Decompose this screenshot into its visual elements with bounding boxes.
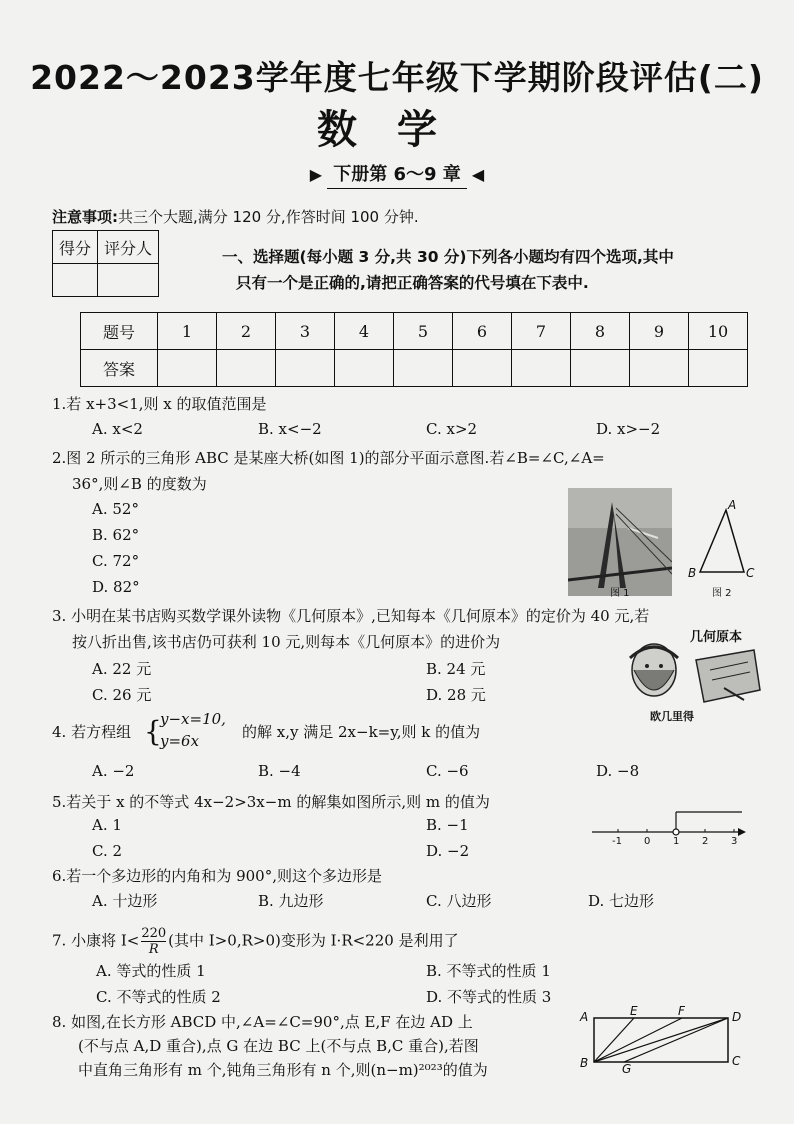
q4-prefix: 4. 若方程组 [52, 723, 132, 741]
answer-table [80, 312, 748, 387]
answer-table-number-row [81, 313, 748, 350]
subject-title: 数学 [317, 107, 477, 153]
euclid-caption: 欧几里得 [650, 710, 694, 723]
q5-option-c[interactable]: C. 2 [92, 842, 123, 860]
q5-option-a[interactable]: A. 1 [92, 816, 122, 834]
q3-option-b[interactable]: B. 24 元 [426, 660, 486, 678]
chapter-banner [0, 160, 794, 189]
q6-option-d[interactable]: D. 七边形 [588, 892, 655, 910]
notice [52, 206, 419, 227]
bridge-photo [568, 488, 672, 596]
q2-option-a[interactable]: A. 52° [92, 500, 139, 518]
answer-cell[interactable] [453, 350, 512, 387]
point-c-label: C [746, 566, 755, 580]
q2-option-d[interactable]: D. 82° [92, 578, 140, 596]
tick-label: 1 [673, 836, 680, 847]
tick-label: 3 [731, 836, 738, 847]
answer-cell[interactable] [276, 350, 335, 387]
answer-cell[interactable] [394, 350, 453, 387]
q7-option-a[interactable]: A. 等式的性质 1 [96, 962, 206, 980]
q8-line1: 8. 如图,在长方形 ABCD 中,∠A=∠C=90°,点 E,F 在边 AD 上 [52, 1013, 473, 1031]
q7-post: (其中 I>0,R>0)变形为 I·R<220 是利用了 [168, 931, 459, 950]
triangle-right-icon: ▶ [309, 165, 323, 184]
score-box [52, 230, 159, 297]
q4-suffix: 的解 x,y 满足 2x−k=y,则 k 的值为 [242, 723, 481, 741]
rectangle-abcd-figure [584, 1010, 750, 1076]
q4-option-c[interactable]: C. −6 [426, 762, 469, 780]
q2-option-c[interactable]: C. 72° [92, 552, 140, 570]
tick-label: 2 [702, 836, 709, 847]
q6-option-a[interactable]: A. 十边形 [92, 892, 158, 910]
chapter-label: 下册第 6～9 章 [327, 160, 467, 189]
number-row-header: 题号 [81, 313, 158, 350]
q3-option-c[interactable]: C. 26 元 [92, 686, 152, 704]
euclid-portrait [624, 640, 764, 712]
question-number: 7 [512, 313, 571, 350]
q8-line3: 中直角三角形有 m 个,钝角三角形有 n 个,则(n−m)²⁰²³的值为 [78, 1061, 488, 1079]
q1-option-b[interactable]: B. x<−2 [258, 420, 322, 438]
point-b-label: B [688, 566, 697, 580]
rect-point-e: E [630, 1004, 638, 1018]
question-number: 5 [394, 313, 453, 350]
answer-cell[interactable] [512, 350, 571, 387]
q7-numerator: 220 [141, 926, 167, 941]
question-number: 8 [571, 313, 630, 350]
q7-fraction [141, 926, 166, 957]
q4-equation-2: y=6x [160, 732, 200, 750]
q5-option-d[interactable]: D. −2 [426, 842, 470, 860]
rect-point-g: G [622, 1062, 632, 1076]
q2-line2: 36°,则∠B 的度数为 [72, 475, 207, 493]
fig2-caption: 图 2 [712, 588, 732, 599]
q5-stem: 5.若关于 x 的不等式 4x−2>3x−m 的解集如图所示,则 m 的值为 [52, 793, 490, 811]
answer-table-answer-row [81, 350, 748, 387]
grader-header: 评分人 [98, 231, 159, 264]
q6-stem: 6.若一个多边形的内角和为 900°,则这个多边形是 [52, 867, 382, 885]
triangle-left-icon: ◀ [471, 165, 485, 184]
q3-line1: 3. 小明在某书店购买数学课外读物《几何原本》,已知每本《几何原本》的定价为 40 元,若 [52, 607, 650, 625]
q7-option-d[interactable]: D. 不等式的性质 3 [426, 988, 552, 1006]
notice-label: 注意事项: [52, 208, 118, 226]
section-1-line1: 一、选择题(每小题 3 分,共 30 分)下列各小题均有四个选项,其中 [222, 248, 674, 266]
q1-stem: 1.若 x+3<1,则 x 的取值范围是 [52, 395, 267, 413]
book-title-label: 几何原本 [690, 630, 743, 645]
question-number: 6 [453, 313, 512, 350]
q7-denominator: R [148, 942, 159, 957]
q1-option-d[interactable]: D. x>−2 [596, 420, 661, 438]
q7-option-b[interactable]: B. 不等式的性质 1 [426, 962, 551, 980]
q4-option-b[interactable]: B. −4 [258, 762, 301, 780]
fig1-caption: 图 1 [610, 588, 630, 599]
grader-cell[interactable] [98, 264, 159, 297]
q1-option-c[interactable]: C. x>2 [426, 420, 478, 438]
answer-cell[interactable] [571, 350, 630, 387]
answer-cell[interactable] [158, 350, 217, 387]
question-number: 9 [630, 313, 689, 350]
q4-option-d[interactable]: D. −8 [596, 762, 640, 780]
point-a-label: A [728, 498, 737, 512]
q4-equation-1: y−x=10, [160, 710, 226, 728]
q6-option-c[interactable]: C. 八边形 [426, 892, 492, 910]
question-number: 2 [217, 313, 276, 350]
q2-line1: 2.图 2 所示的三角形 ABC 是某座大桥(如图 1)的部分平面示意图.若∠B=∠C,∠A= [52, 449, 605, 467]
rect-point-f: F [678, 1004, 685, 1018]
q4-option-a[interactable]: A. −2 [92, 762, 135, 780]
rect-point-a: A [580, 1010, 589, 1024]
q3-option-a[interactable]: A. 22 元 [92, 660, 152, 678]
tick-label: -1 [612, 836, 622, 847]
q6-option-b[interactable]: B. 九边形 [258, 892, 324, 910]
notice-text: 共三个大题,满分 120 分,作答时间 100 分钟. [118, 208, 419, 226]
rect-point-b: B [580, 1056, 589, 1070]
q7-pre: 7. 小康将 I< [52, 931, 140, 950]
tick-label: 0 [644, 836, 651, 847]
question-number: 1 [158, 313, 217, 350]
q2-option-b[interactable]: B. 62° [92, 526, 140, 544]
rect-point-c: C [732, 1054, 741, 1068]
question-number: 3 [276, 313, 335, 350]
rect-point-d: D [732, 1010, 742, 1024]
question-number: 10 [689, 313, 748, 350]
answer-cell[interactable] [689, 350, 748, 387]
exam-title: 2022～2023学年度七年级下学期阶段评估(二) [30, 58, 764, 97]
section-1-instructions [222, 244, 752, 296]
answer-cell[interactable] [335, 350, 394, 387]
q7-option-c[interactable]: C. 不等式的性质 2 [96, 988, 221, 1006]
score-cell[interactable] [53, 264, 98, 297]
q3-line2: 按八折出售,该书店仍可获利 10 元,则每本《几何原本》的进价为 [72, 633, 501, 651]
q8-line2: (不与点 A,D 重合),点 G 在边 BC 上(不与点 B,C 重合),若图 [78, 1037, 479, 1055]
q1-option-a[interactable]: A. x<2 [92, 420, 143, 438]
answer-cell[interactable] [217, 350, 276, 387]
q7-stem [52, 926, 459, 957]
system-brace: { [144, 715, 162, 748]
score-header: 得分 [53, 231, 98, 264]
answer-cell[interactable] [630, 350, 689, 387]
q5-option-b[interactable]: B. −1 [426, 816, 469, 834]
answer-row-header: 答案 [81, 350, 158, 387]
section-1-line2: 只有一个是正确的,请把正确答案的代号填在下表中. [236, 274, 589, 292]
question-number: 4 [335, 313, 394, 350]
q3-option-d[interactable]: D. 28 元 [426, 686, 486, 704]
